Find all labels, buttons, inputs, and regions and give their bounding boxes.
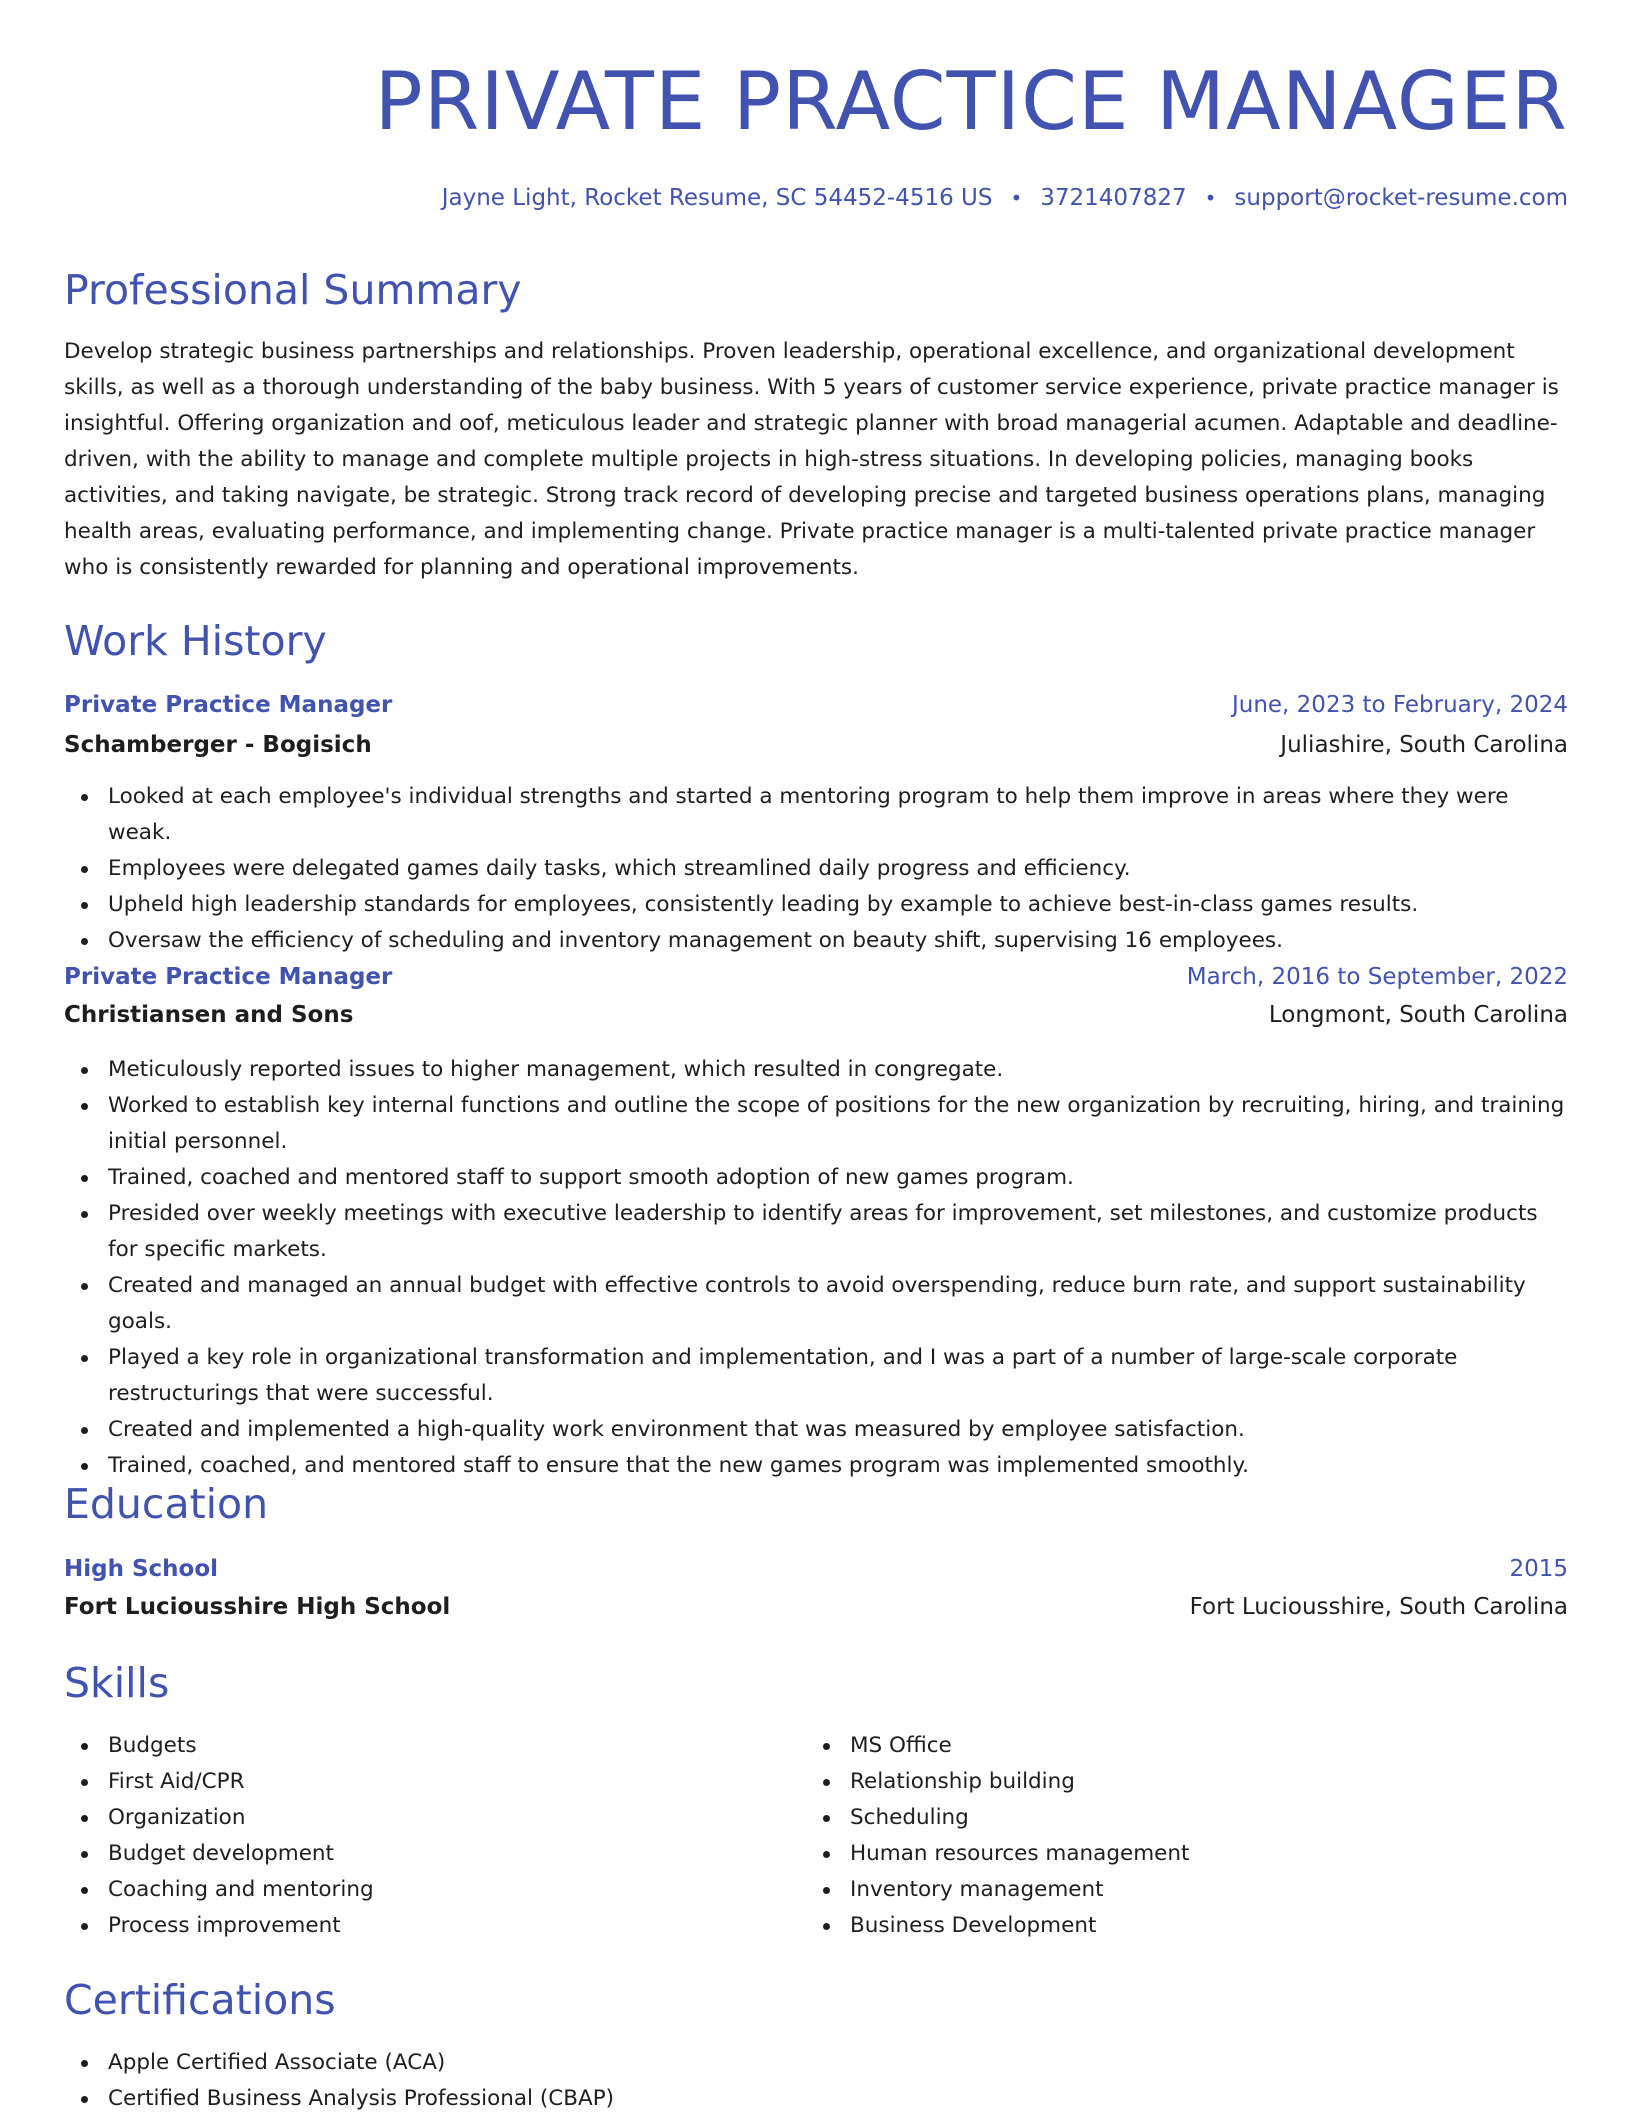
certification-item: Apple Certified Associate (ACA)	[64, 2045, 1568, 2081]
job-1-bullets	[64, 779, 1568, 959]
skill-item: Organization	[64, 1800, 1568, 1836]
job-2-company: Christiansen and Sons	[64, 1002, 354, 1028]
contact-separator: •	[1010, 186, 1023, 210]
list-item: Trained, coached and mentored staff to support smooth adoption of new games program.	[64, 1160, 1568, 1196]
education-school: Fort Luciousshire High School	[64, 1594, 451, 1620]
education-school-row	[64, 1589, 1568, 1625]
list-item: Worked to establish key internal functions and outline the scope of positions for the new organization by recruiting, hiring, and training initial personnel.	[64, 1088, 1568, 1160]
job-1-role: Private Practice Manager	[64, 692, 393, 718]
skill-item: MS Office	[806, 1728, 1632, 1764]
skill-item: Budgets	[64, 1728, 1568, 1764]
list-item: Looked at each employee's individual strengths and started a mentoring program to help them improve in areas where they were weak.	[64, 779, 1568, 851]
job-2-bullets	[64, 1052, 1568, 1484]
education-location: Fort Luciousshire, South Carolina	[1189, 1594, 1568, 1620]
skills-heading: Skills	[64, 1659, 170, 1707]
contact-phone: 3721407827	[1040, 185, 1187, 211]
education-degree: High School	[64, 1556, 219, 1582]
skill-item: Inventory management	[806, 1872, 1632, 1908]
resume-page	[64, 0, 1568, 2112]
list-item: Created and implemented a high-quality work environment that was measured by employee satisfaction.	[64, 1412, 1568, 1448]
skill-item: Scheduling	[806, 1800, 1632, 1836]
contact-email: support@rocket-resume.com	[1234, 185, 1568, 211]
skill-item: Business Development	[806, 1908, 1632, 1944]
resume-title: PRIVATE PRACTICE MANAGER	[374, 55, 1568, 148]
contact-line	[442, 178, 1568, 218]
skill-item: First Aid/CPR	[64, 1764, 1568, 1800]
job-1-dates: June, 2023 to February, 2024	[1231, 692, 1568, 718]
list-item: Meticulously reported issues to higher management, which resulted in congregate.	[64, 1052, 1568, 1088]
list-item: Created and managed an annual budget with effective controls to avoid overspending, reduce burn rate, and support sustainability goals.	[64, 1268, 1568, 1340]
list-item: Employees were delegated games daily tasks, which streamlined daily progress and efficiency.	[64, 851, 1568, 887]
job-1-location: Juliashire, South Carolina	[1280, 732, 1568, 758]
education-title-row	[64, 1551, 1568, 1587]
job-1-company: Schamberger - Bogisich	[64, 732, 372, 758]
skill-item: Budget development	[64, 1836, 1568, 1872]
education-heading: Education	[64, 1480, 269, 1528]
list-item: Upheld high leadership standards for employees, consistently leading by example to achieve best-in-class games results.	[64, 887, 1568, 923]
certifications-list	[64, 2045, 1568, 2112]
list-item: Trained, coached, and mentored staff to ensure that the new games program was implemented smoothly.	[64, 1448, 1568, 1484]
job-2-company-row	[64, 997, 1568, 1033]
summary-heading: Professional Summary	[64, 266, 522, 314]
job-2-dates: March, 2016 to September, 2022	[1186, 964, 1568, 990]
list-item: Played a key role in organizational transformation and implementation, and I was a part of a number of large-scale corporate restructurings that were successful.	[64, 1340, 1568, 1412]
job-1-company-row	[64, 727, 1568, 763]
summary-text: Develop strategic business partnerships and relationships. Proven leadership, operational excellence, and organizational development skills, as well as a thorough understanding of the baby business. With 5 years of customer service experience, private practice manager is insightful. Offering organization and oof, meticulous leader and strategic planner with broad managerial acumen. Adaptable and deadline-driven, with the ability to manage and complete multiple projects in high-stress situations. In developing policies, managing books activities, and taking navigate, be strategic. Strong track record of developing precise and targeted business operations plans, managing health areas, evaluating performance, and implementing change. Private practice manager is a multi-talented private practice manager who is consistently rewarded for planning and operational improvements.	[64, 339, 1559, 580]
skill-item: Human resources management	[806, 1836, 1632, 1872]
job-1-title-row	[64, 687, 1568, 723]
skill-item: Coaching and mentoring	[64, 1872, 1568, 1908]
skills-list-right	[806, 1728, 1632, 1944]
education-year: 2015	[1509, 1556, 1568, 1582]
contact-address: Jayne Light, Rocket Resume, SC 54452-4516 US	[441, 185, 993, 211]
certification-item: Certified Business Analysis Professional (CBAP)	[64, 2081, 1568, 2112]
skill-item: Process improvement	[64, 1908, 1568, 1944]
job-2-title-row	[64, 959, 1568, 995]
list-item: Oversaw the efficiency of scheduling and inventory management on beauty shift, supervising 16 employees.	[64, 923, 1568, 959]
skill-item: Relationship building	[806, 1764, 1632, 1800]
job-2-location: Longmont, South Carolina	[1268, 1002, 1568, 1028]
certifications-heading: Certifications	[64, 1976, 336, 2024]
contact-separator: •	[1204, 186, 1217, 210]
list-item: Presided over weekly meetings with executive leadership to identify areas for improvement, set milestones, and customize products for specific markets.	[64, 1196, 1568, 1268]
job-2-role: Private Practice Manager	[64, 964, 393, 990]
work-history-heading: Work History	[64, 617, 327, 665]
